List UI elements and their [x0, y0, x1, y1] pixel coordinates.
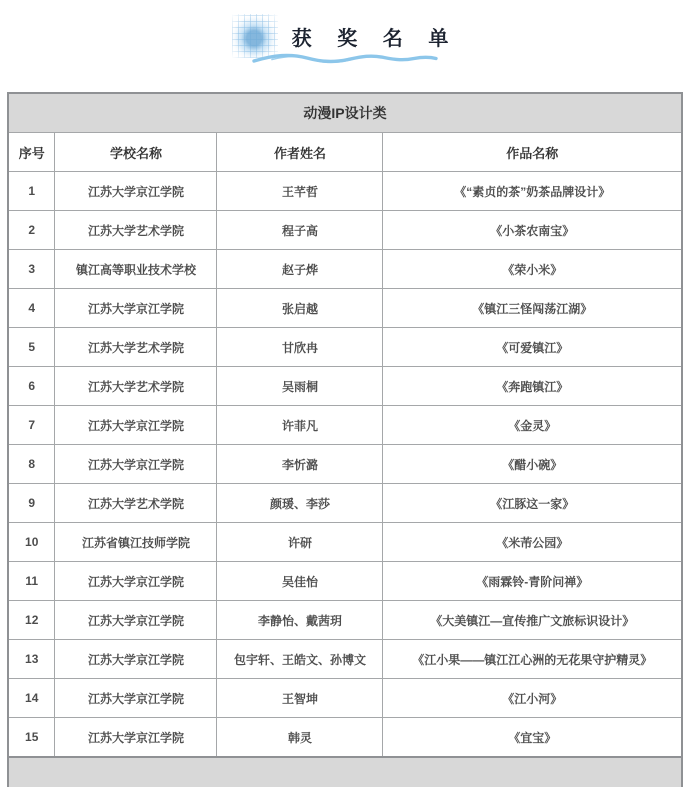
cell-work: 《宜宝》: [383, 718, 682, 758]
cell-school: 江苏大学京江学院: [55, 679, 217, 718]
cell-index: 6: [8, 367, 55, 406]
cell-work: 《可爱镇江》: [383, 328, 682, 367]
table-row: [8, 367, 682, 406]
table-row: [8, 640, 682, 679]
cell-school: 江苏大学艺术学院: [55, 484, 217, 523]
cell-work: 《小茶农南宝》: [383, 211, 682, 250]
cell-school: 江苏大学艺术学院: [55, 211, 217, 250]
cell-school: 江苏大学京江学院: [55, 406, 217, 445]
cell-index: 8: [8, 445, 55, 484]
cell-work: 《奔跑镇江》: [383, 367, 682, 406]
cell-work: 《米芾公园》: [383, 523, 682, 562]
cell-work: 《醋小碗》: [383, 445, 682, 484]
cell-school: 江苏大学艺术学院: [55, 367, 217, 406]
cell-school: 江苏省镇江技师学院: [55, 523, 217, 562]
table-row: [8, 523, 682, 562]
cell-author: 许研: [217, 523, 383, 562]
cell-author: 许菲凡: [217, 406, 383, 445]
cell-work: 《雨霖铃-青阶问禅》: [383, 562, 682, 601]
cell-work: 《江小河》: [383, 679, 682, 718]
table-row: [8, 172, 682, 211]
column-header-work: 作品名称: [383, 133, 682, 172]
cell-school: 江苏大学京江学院: [55, 718, 217, 758]
cell-work: 《江豚这一家》: [383, 484, 682, 523]
cell-school: 江苏大学京江学院: [55, 562, 217, 601]
cell-author: 李忻潞: [217, 445, 383, 484]
cell-school: 镇江高等职业技术学校: [55, 250, 217, 289]
cell-school: 江苏大学京江学院: [55, 172, 217, 211]
cell-index: 14: [8, 679, 55, 718]
award-table: [7, 92, 683, 787]
cell-school: 江苏大学京江学院: [55, 640, 217, 679]
cell-author: 张启越: [217, 289, 383, 328]
table-row: [8, 445, 682, 484]
table-row: [8, 562, 682, 601]
grid-stamp-icon: [232, 14, 278, 58]
category-title: 动漫IP设计类: [8, 93, 682, 133]
cell-work: 《镇江三怪闯荡江湖》: [383, 289, 682, 328]
cell-author: 程子高: [217, 211, 383, 250]
cell-author: 韩灵: [217, 718, 383, 758]
table-body: [8, 172, 682, 758]
next-section-cell: [8, 757, 682, 787]
table-row: [8, 328, 682, 367]
category-header-row: [8, 93, 682, 133]
table-row: [8, 679, 682, 718]
cell-index: 12: [8, 601, 55, 640]
cell-index: 7: [8, 406, 55, 445]
cell-index: 4: [8, 289, 55, 328]
cell-index: 10: [8, 523, 55, 562]
cell-index: 13: [8, 640, 55, 679]
cell-school: 江苏大学京江学院: [55, 601, 217, 640]
table-row: [8, 484, 682, 523]
table-row: [8, 718, 682, 758]
cell-author: 吴佳怡: [217, 562, 383, 601]
cell-author: 颜瑗、李莎: [217, 484, 383, 523]
column-header-index: 序号: [8, 133, 55, 172]
page-header: [0, 0, 690, 92]
cell-author: 王芊哲: [217, 172, 383, 211]
cell-index: 1: [8, 172, 55, 211]
cell-author: 李静怡、戴茜玥: [217, 601, 383, 640]
cell-index: 11: [8, 562, 55, 601]
cell-school: 江苏大学艺术学院: [55, 328, 217, 367]
cell-school: 江苏大学京江学院: [55, 445, 217, 484]
title-group: [232, 14, 459, 66]
cell-author: 吴雨桐: [217, 367, 383, 406]
page-title: 获 奖 名 单: [291, 27, 459, 50]
table-row: [8, 211, 682, 250]
table-row: [8, 601, 682, 640]
cell-work: 《荣小米》: [383, 250, 682, 289]
cell-index: 3: [8, 250, 55, 289]
cell-work: 《金灵》: [383, 406, 682, 445]
cell-school: 江苏大学京江学院: [55, 289, 217, 328]
table-row: [8, 406, 682, 445]
cell-work: 《“素贞的茶”奶茶品牌设计》: [383, 172, 682, 211]
cell-author: 包宇轩、王皓文、孙博文: [217, 640, 383, 679]
next-section-partial-row: [8, 757, 682, 787]
title-row: [232, 14, 459, 58]
column-header-school: 学校名称: [55, 133, 217, 172]
cell-author: 王智坤: [217, 679, 383, 718]
table-row: [8, 250, 682, 289]
column-header-row: [8, 133, 682, 172]
cell-index: 15: [8, 718, 55, 758]
cell-work: 《大美镇江—宣传推广文旅标识设计》: [383, 601, 682, 640]
cell-author: 甘欣冉: [217, 328, 383, 367]
column-header-author: 作者姓名: [217, 133, 383, 172]
cell-author: 赵子烨: [217, 250, 383, 289]
cell-index: 5: [8, 328, 55, 367]
cell-work: 《江小果——镇江江心洲的无花果守护精灵》: [383, 640, 682, 679]
table-row: [8, 289, 682, 328]
cell-index: 2: [8, 211, 55, 250]
cell-index: 9: [8, 484, 55, 523]
